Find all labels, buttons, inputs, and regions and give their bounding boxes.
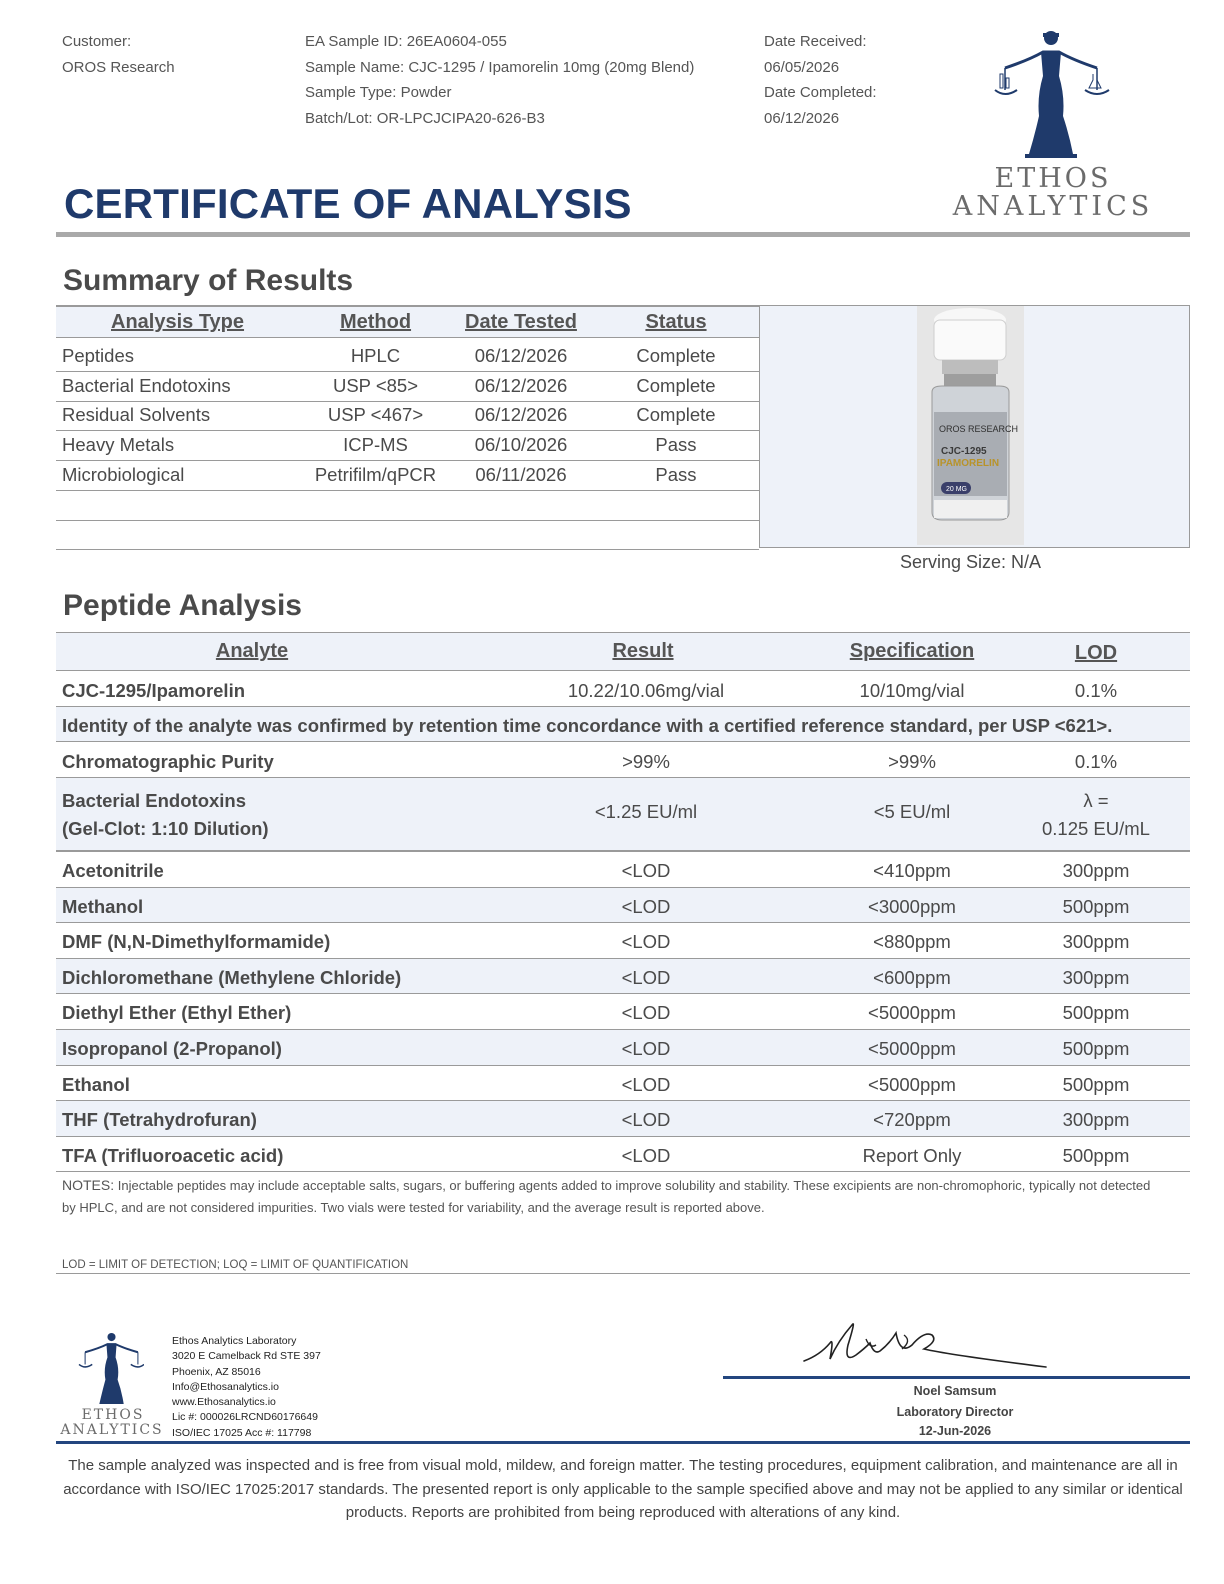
- vial-image: [917, 306, 1024, 545]
- peptide-header-row: [56, 632, 1190, 671]
- disclaimer: The sample analyzed was inspected and is free from visual mold, mildew, and foreign matter. The testing procedures, equipment calibration, and maintenance are all in accordance with ISO/IEC 17025:2017 standards. The presented report is only applicable to the sample specified above and may not be applied to any similar or identical products. Reports are prohibited from being reproduced with alterations of any kind.: [63, 1457, 1183, 1521]
- lod: 300ppm: [1062, 966, 1130, 988]
- summary-row-empty: [56, 519, 759, 550]
- brand-name-analytics: ANALYTICS: [952, 191, 1154, 222]
- result: <LOD: [621, 1109, 671, 1131]
- result: >99%: [622, 751, 670, 772]
- lod: 0.1%: [1074, 680, 1118, 701]
- analyte: Dichloromethane (Methylene Chloride): [62, 966, 402, 988]
- analysis-type: Microbiological: [62, 464, 185, 485]
- date-tested: 06/10/2026: [474, 434, 568, 455]
- analyte: Acetonitrile: [62, 860, 164, 881]
- specification: <5000ppm: [868, 1002, 956, 1024]
- specification: <5 EU/ml: [873, 801, 951, 822]
- vial-dose: 20 MG: [946, 486, 968, 493]
- specification: <410ppm: [873, 860, 951, 881]
- analyte: TFA (Trifluoroacetic acid): [62, 1144, 284, 1166]
- analyte: THF (Tetrahydrofuran): [62, 1109, 257, 1131]
- lod: 500ppm: [1062, 1002, 1130, 1024]
- solvent-row: [56, 888, 1190, 924]
- analyte: Chromatographic Purity: [62, 751, 274, 772]
- date-tested: 06/12/2026: [474, 345, 568, 366]
- lod-line: 0.125 EU/mL: [1042, 818, 1150, 839]
- peptide-heading: Peptide Analysis: [63, 589, 302, 622]
- title-divider: [56, 232, 1190, 237]
- solvent-row: [56, 1137, 1190, 1173]
- specification: <5000ppm: [868, 1038, 956, 1059]
- lod-line: λ =: [1083, 790, 1109, 811]
- customer-block: [62, 29, 175, 80]
- signature-line: [723, 1376, 1190, 1379]
- specification: <720ppm: [873, 1109, 951, 1131]
- summary-row: [56, 430, 759, 461]
- lod: 500ppm: [1062, 1144, 1130, 1166]
- sample-photo: [917, 306, 1024, 545]
- specification: Report Only: [862, 1144, 962, 1166]
- analyte: Ethanol: [62, 1073, 130, 1095]
- analyte-line: (Gel-Clot: 1:10 Dilution): [62, 818, 269, 839]
- date-received-label: Date Received:: [764, 33, 867, 50]
- date-received: 06/05/2026: [764, 58, 840, 76]
- col-specification: Specification: [849, 640, 975, 662]
- sample-id: EA Sample ID: 26EA0604-055: [305, 33, 507, 50]
- result: <LOD: [621, 860, 671, 881]
- date-completed-label: Date Completed:: [764, 84, 877, 102]
- summary-row: [56, 400, 759, 431]
- footer-brand-analytics: ANALYTICS: [60, 1422, 164, 1438]
- lod: [996, 787, 1196, 843]
- date-tested: 06/11/2026: [475, 464, 567, 485]
- notes-label: NOTES:: [62, 1177, 115, 1193]
- result: <1.25 EU/ml: [594, 801, 698, 822]
- analyte: [62, 787, 269, 843]
- col-status: Status: [645, 311, 707, 333]
- method: ICP-MS: [343, 434, 408, 455]
- date-tested: 06/12/2026: [474, 404, 568, 425]
- vial-brand: OROS RESEARCH: [939, 424, 1019, 434]
- address-line: Lic #: 000026LRCND60176649: [172, 1411, 318, 1424]
- specification: <5000ppm: [868, 1073, 956, 1095]
- signer-block: [830, 1381, 1080, 1440]
- sample-block: [305, 29, 694, 132]
- summary-row-empty: [56, 490, 759, 521]
- sample-name: Sample Name: CJC-1295 / Ipamorelin 10mg (20mg Blend): [305, 58, 695, 76]
- result: <LOD: [621, 895, 671, 917]
- solvent-row: [56, 852, 1190, 888]
- result: <LOD: [621, 931, 671, 953]
- date-completed: 06/12/2026: [764, 110, 840, 128]
- address-line: Ethos Analytics Laboratory: [172, 1335, 297, 1347]
- summary-heading: Summary of Results: [63, 264, 354, 297]
- signature-image: [800, 1315, 1050, 1377]
- analyte: CJC-1295/Ipamorelin: [62, 680, 246, 701]
- status: Complete: [636, 375, 716, 396]
- solvent-row: [56, 1066, 1190, 1102]
- brand-name-ethos: ETHOS: [994, 163, 1112, 194]
- status: Complete: [636, 345, 716, 366]
- lod: 500ppm: [1062, 1073, 1130, 1095]
- result: <LOD: [621, 966, 671, 988]
- status: Pass: [655, 464, 697, 485]
- method: HPLC: [350, 345, 401, 366]
- lod: 500ppm: [1062, 1038, 1130, 1059]
- result: <LOD: [621, 1144, 671, 1166]
- summary-row: [56, 371, 759, 402]
- lod: 300ppm: [1062, 1109, 1130, 1131]
- signer-title: Laboratory Director: [896, 1405, 1014, 1419]
- footer-scales-logo-icon: [78, 1330, 144, 1408]
- lod: 0.1%: [1074, 751, 1118, 772]
- analysis-type: Peptides: [62, 345, 134, 366]
- result: 10.22/10.06mg/vial: [567, 680, 725, 701]
- analyte: Isopropanol (2-Propanol): [62, 1038, 282, 1059]
- solvent-row: [56, 1030, 1190, 1066]
- scales-logo-icon: [985, 26, 1115, 160]
- specification: 10/10mg/vial: [859, 680, 965, 701]
- col-date-tested: Date Tested: [465, 311, 577, 333]
- peptide-main-row: [56, 670, 1190, 707]
- address-line: ISO/IEC 17025 Acc #: 117798: [172, 1426, 312, 1439]
- col-lod: LOD: [1074, 642, 1118, 664]
- col-analyte: Analyte: [215, 640, 289, 662]
- signed-date: 12-Jun-2026: [918, 1424, 992, 1438]
- result: <LOD: [621, 1038, 671, 1059]
- specification: <600ppm: [873, 966, 951, 988]
- batch-lot: Batch/Lot: OR-LPCJCIPA20-626-B3: [305, 110, 545, 128]
- lod-legend: LOD = LIMIT OF DETECTION; LOQ = LIMIT OF QUANTIFICATION: [62, 1259, 409, 1271]
- vial-line2: IPAMORELIN: [937, 458, 1000, 469]
- serving-size: Serving Size: N/A: [900, 552, 1042, 572]
- analyte-line: Bacterial Endotoxins: [62, 790, 247, 811]
- summary-row: [56, 460, 759, 491]
- status: Complete: [636, 404, 716, 425]
- analysis-type: Bacterial Endotoxins: [62, 375, 231, 396]
- specification: <3000ppm: [868, 895, 956, 917]
- vial-line1: CJC-1295: [941, 446, 987, 457]
- analysis-type: Residual Solvents: [62, 404, 211, 425]
- solvent-row: [56, 959, 1190, 995]
- method: USP <467>: [327, 404, 424, 425]
- address-line: www.Ethosanalytics.io: [172, 1396, 276, 1409]
- identity-note-row: [56, 707, 1190, 742]
- endotoxin-row: [56, 778, 1190, 852]
- col-method: Method: [339, 311, 412, 333]
- lod: 300ppm: [1062, 931, 1130, 953]
- specification: >99%: [888, 751, 936, 772]
- result: <LOD: [621, 1002, 671, 1024]
- result: <LOD: [621, 1073, 671, 1095]
- method: Petrifilm/qPCR: [314, 464, 437, 485]
- solvent-row: [56, 923, 1190, 959]
- footer-brand-ethos: ETHOS: [81, 1407, 145, 1423]
- sample-type: Sample Type: Powder: [305, 84, 452, 102]
- analyte: Diethyl Ether (Ethyl Ether): [62, 1002, 292, 1024]
- lab-address: [172, 1334, 321, 1441]
- notes-divider: [56, 1273, 1190, 1274]
- document-title: CERTIFICATE OF ANALYSIS: [64, 180, 632, 227]
- analysis-type: Heavy Metals: [62, 434, 175, 455]
- purity-row: [56, 742, 1190, 778]
- solvent-row: [56, 1101, 1190, 1137]
- col-analysis-type: Analysis Type: [111, 311, 245, 333]
- status: Pass: [655, 434, 697, 455]
- analyte: DMF (N,N-Dimethylformamide): [62, 931, 331, 953]
- identity-note: Identity of the analyte was confirmed by retention time concordance with a certified reference standard, per USP <621>.: [62, 715, 1113, 736]
- summary-row: [56, 341, 759, 372]
- specification: <880ppm: [873, 931, 951, 953]
- dates-block: [764, 29, 877, 132]
- notes: [62, 1174, 1162, 1219]
- method: USP <85>: [332, 375, 419, 396]
- solvent-row: [56, 994, 1190, 1030]
- signer-name: Noel Samsum: [913, 1384, 997, 1398]
- address-line: Info@Ethosanalytics.io: [172, 1380, 279, 1393]
- date-tested: 06/12/2026: [474, 375, 568, 396]
- lod: 500ppm: [1062, 895, 1130, 917]
- address-line: 3020 E Camelback Rd STE 397: [172, 1350, 321, 1363]
- address-line: Phoenix, AZ 85016: [172, 1365, 261, 1378]
- footer-divider: [56, 1441, 1190, 1444]
- lod: 300ppm: [1062, 860, 1130, 881]
- summary-header-row: [56, 305, 759, 338]
- notes-text: Injectable peptides may include acceptable salts, sugars, or buffering agents added to improve solubility and stability. These excipients are non-chromophoric, typically not detected by HPLC, and are not considered impurities. Two vials were tested for variability, and the average result is reported above.: [62, 1178, 1151, 1215]
- col-result: Result: [612, 640, 674, 662]
- customer-label: Customer:: [62, 33, 132, 50]
- analyte: Methanol: [62, 895, 144, 917]
- customer-value: OROS Research: [62, 58, 175, 76]
